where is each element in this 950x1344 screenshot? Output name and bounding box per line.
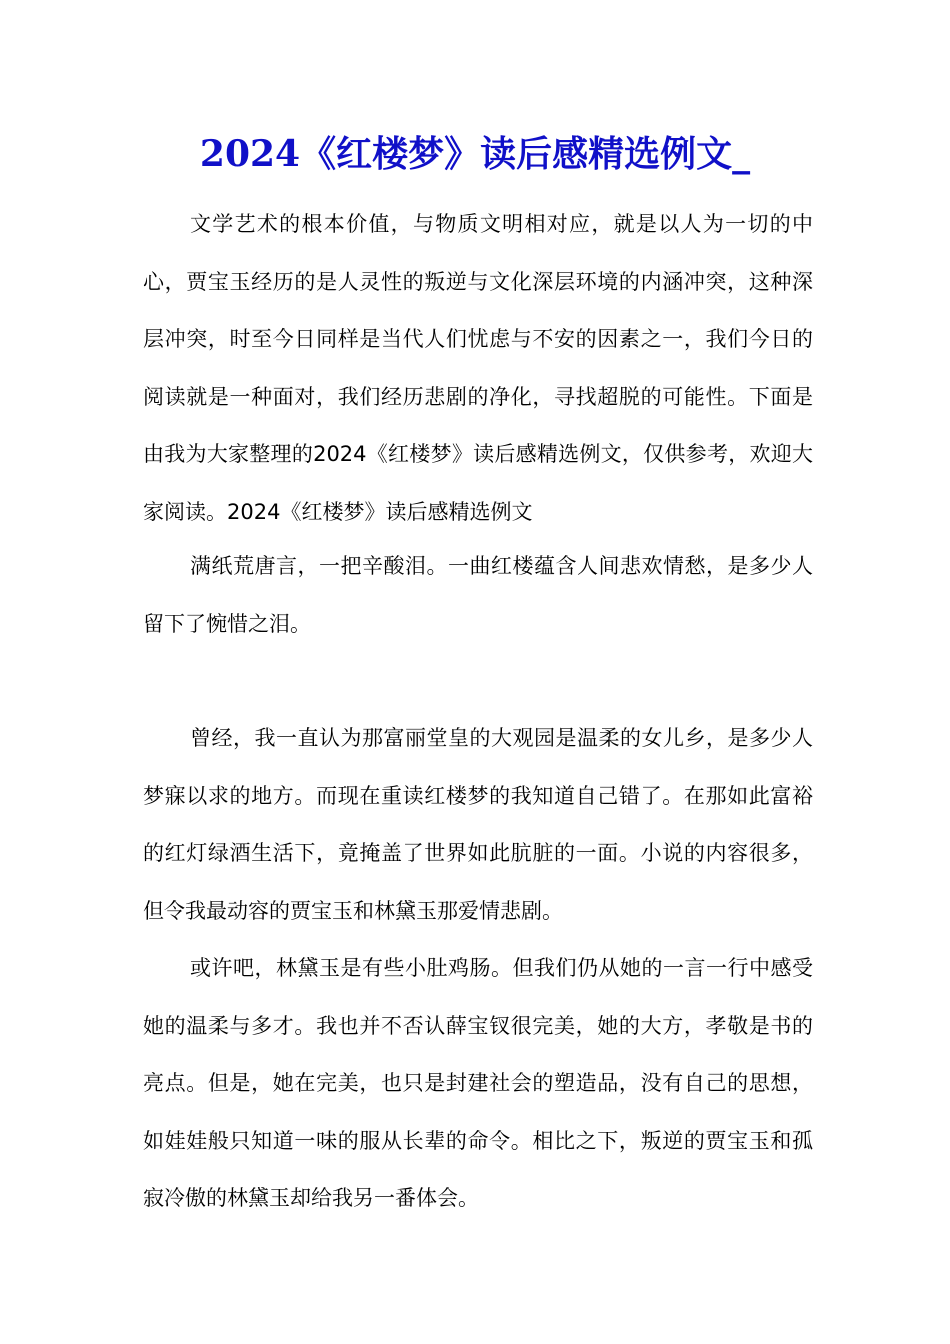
paragraph-grand-view-garden: 曾经，我一直认为那富丽堂皇的大观园是温柔的女儿乡，是多少人梦寐以求的地方。而现在重读红楼梦的我知道自己错了。在那如此富裕的红灯绿酒生活下，竟掩盖了世界如此肮脏的一面。小说的内容很多，但令我最动容的贾宝玉和林黛玉那爱情悲剧。	[143, 726, 813, 923]
document-title: 2024《红楼梦》读后感精选例文_	[199, 133, 751, 175]
paragraph-opening-quote: 满纸荒唐言，一把辛酸泪。一曲红楼蕴含人间悲欢情愁，是多少人留下了惋惜之泪。	[143, 554, 813, 636]
paragraph-lin-daiyu: 或许吧，林黛玉是有些小肚鸡肠。但我们仍从她的一言一行中感受她的温柔与多才。我也并不否认薛宝钗很完美，她的大方，孝敬是书的亮点。但是，她在完美，也只是封建社会的塑造品，没有自己的思想，如娃娃般只知道一味的服从长辈的命令。相比之下，叛逆的贾宝玉和孤寂冷傲的林黛玉却给我另一番体会。	[143, 956, 813, 1210]
paragraph-intro: 文学艺术的根本价值，与物质文明相对应，就是以人为一切的中心，贾宝玉经历的是人灵性的叛逆与文化深层环境的内涵冲突，这种深层冲突，时至今日同样是当代人们忧虑与不安的因素之一，我们今日的阅读就是一种面对，我们经历悲剧的净化，寻找超脱的可能性。下面是由我为大家整理的2024《红楼梦》读后感精选例文，仅供参考，欢迎大家阅读。2024《红楼梦》读后感精选例文	[143, 212, 813, 524]
